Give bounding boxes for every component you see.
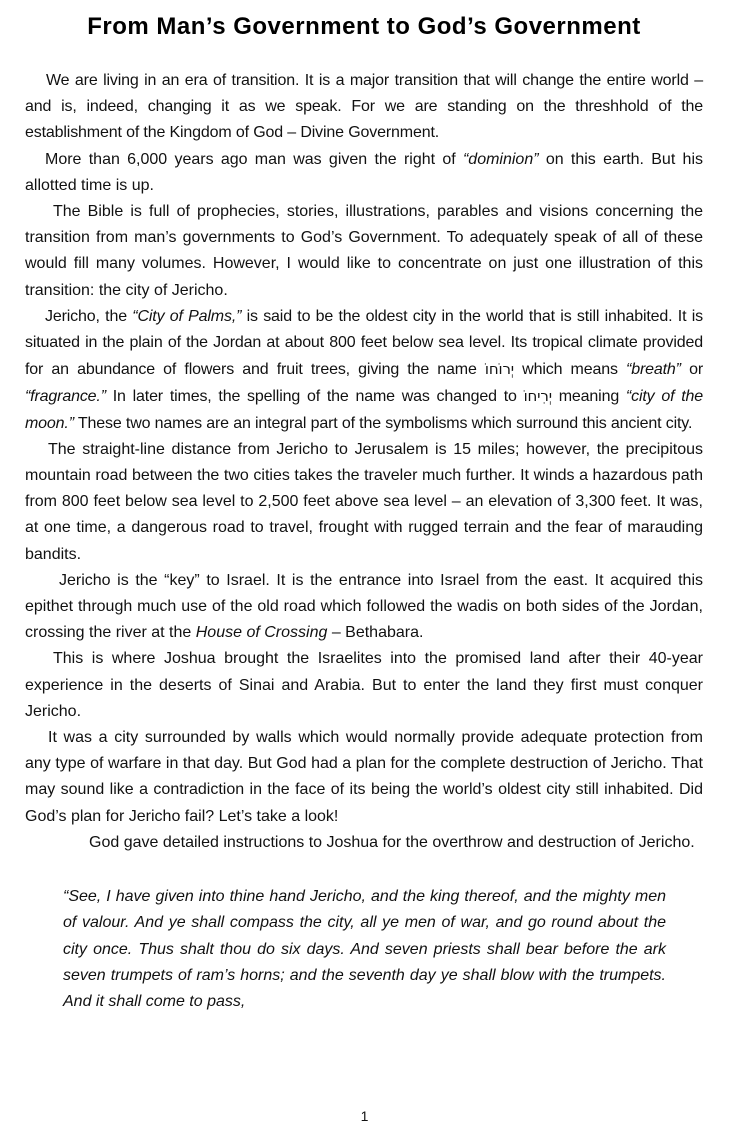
paragraph-transition: We are living in an era of transition. It is a major transition that will change the entire world – and is, indeed, changing it as we speak. For we are standing on the threshhold of the establishment of the Kingdom of God – Divine Government.: [25, 72, 703, 142]
page-title: From Man’s Government to God’s Government: [87, 13, 641, 40]
hebrew-word: יְרִיחוֹ: [523, 387, 552, 406]
paragraph-jerusalem-road: The straight-line distance from Jericho to Jerusalem is 15 miles; however, the precipitous mountain road between the two cities takes the traveler much further. It winds a hazardous path from 800 feet below sea level to 2,500 feet above sea level – an elevation of 3,300 feet. It was, at one time, a dangerous road to travel, frought with rugged terrain and the fear of marauding bandits.: [25, 440, 703, 563]
paragraph-text: which means: [513, 361, 627, 379]
emphasis-text: “breath”: [626, 361, 681, 379]
page-number: 1: [360, 1108, 369, 1124]
paragraph-key-to-israel: [25, 568, 703, 647]
emphasis-text: House of Crossing: [195, 624, 328, 642]
emphasis-text: “fragrance.”: [25, 388, 106, 406]
paragraph-instructions: God gave detailed instructions to Joshua for the overthrow and destruction of Jericho.: [89, 833, 695, 851]
paragraph-text: In later times, the spelling of the name was changed to: [105, 388, 524, 406]
scripture-quote: “See, I have given into thine hand Jericho, and the king thereof, and the mighty men of valour. And ye shall compass the city, all ye men of war, and go round about the city once. Thus shalt thou do six days. And seven priests shall bear before the ark seven trumpets of ram’s horns; and the seventh day ye shall blow with the trumpets. And it shall come to pass,: [63, 888, 666, 1010]
paragraph-text: or: [680, 361, 703, 379]
hebrew-word: יְרוֹחוֹ: [484, 360, 514, 379]
paragraph-text: These two names are an integral part of the symbolisms which surround this ancient city.: [73, 414, 693, 432]
paragraph-bible-prophecies: The Bible is full of prophecies, stories, illustrations, parables and visions concerning the transition from man’s governments to God’s Government. To adequately speak of all of these would fill many volumes. However, I would like to concentrate on just one illustration of this transition: the city of Jericho.: [25, 203, 703, 299]
paragraph-joshua: This is where Joshua brought the Israelites into the promised land after their 40-year experience in the deserts of Sinai and Arabia. But to enter the land they first must conquer Jericho.: [25, 650, 703, 720]
paragraph-dominion: [25, 147, 703, 199]
emphasis-text: “City of Palms,”: [132, 307, 242, 325]
emphasis-text: “dominion”: [462, 150, 539, 168]
paragraph-city-of-palms: [25, 304, 703, 437]
paragraph-text: More than 6,000 years ago man was given the right of: [45, 150, 463, 168]
paragraph-text: Jericho is the “key” to Israel. It is the entrance into Israel from the east. It acquired this epithet through much use of the old road which followed the wadis on both sides of the Jordan, crossing the river at the: [25, 571, 703, 642]
paragraph-text: on this earth. But his allotted time is up.: [25, 150, 703, 194]
paragraph-text: Jericho, the: [45, 307, 133, 325]
paragraph-text: meaning: [551, 388, 626, 406]
emphasis-text: “city of the moon.”: [25, 388, 704, 432]
paragraph-city-walls: It was a city surrounded by walls which would normally provide adequate protection from any type of warfare in that day. But God had a plan for the complete destruction of Jericho. That may sound like a contradiction in the face of its being the world’s oldest city still inhabited. Did God’s plan for Jericho fail? Let’s take a look!: [25, 729, 703, 825]
paragraph-text: is said to be the oldest city in the world that is still inhabited. It is situated in the plain of the Jordan at about 800 feet below sea level. Its tropical climate provided for an abundance of flowers and fruit trees, giving the name: [25, 307, 703, 379]
paragraph-text: – Bethabara.: [327, 624, 424, 642]
